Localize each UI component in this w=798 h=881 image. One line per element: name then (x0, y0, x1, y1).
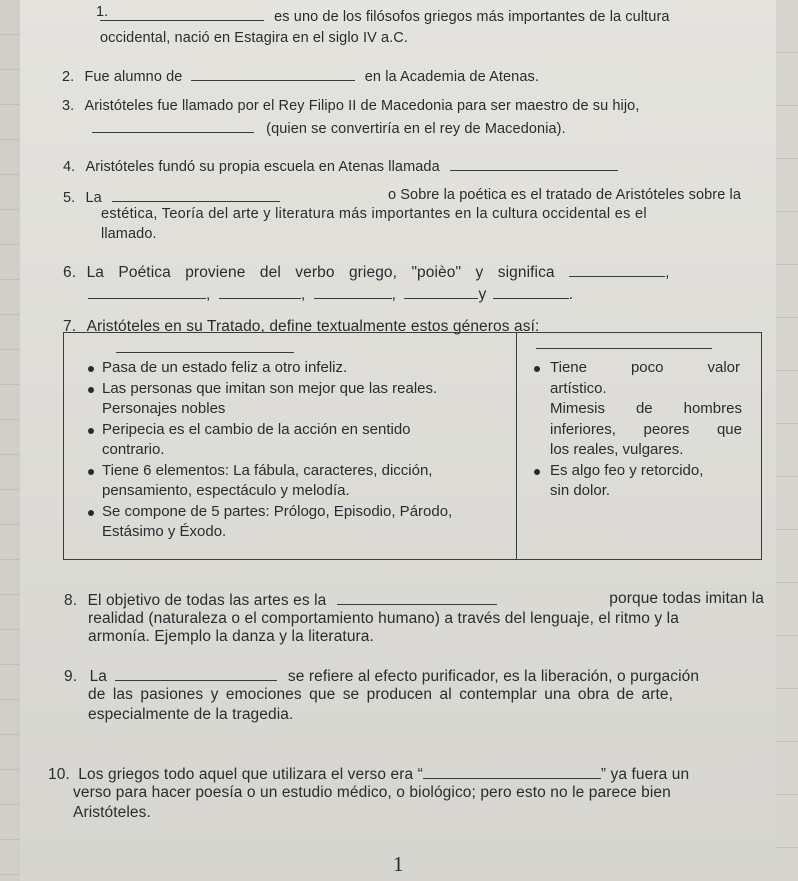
q2-line (62, 66, 539, 85)
q5-pre: La (85, 190, 102, 206)
q10-line1 (48, 764, 689, 784)
q3-number: 3. (62, 98, 75, 114)
left-b2: Las personas que imitan son mejor que las reales. (102, 380, 438, 397)
q10-post: ” ya fuera un (600, 766, 690, 783)
left-b3b: contrario. (102, 441, 165, 458)
q6-line1 (63, 262, 669, 282)
bullet (88, 387, 94, 393)
q6-blank-6[interactable] (493, 284, 569, 299)
q10-line2: verso para hacer poesía o un estudio médico, o biológico; pero esto no le parece bien (73, 784, 671, 801)
left-b5b: Estásimo y Éxodo. (102, 523, 227, 540)
q6-blank-4[interactable] (314, 284, 392, 299)
q6-line2: , , , y . (88, 284, 573, 304)
q8-line3: armonía. Ejemplo la danza y la literatura. (88, 628, 374, 645)
q8-start (64, 590, 497, 610)
q1-blank[interactable] (100, 6, 264, 21)
q4-line (63, 156, 618, 175)
q8-post: porque todas imitan la (609, 590, 764, 607)
q1-text-a: es uno de los filósofos griegos más importantes de la cultura (274, 9, 670, 25)
q10-pre: Los griegos todo aquel que utilizara el verso era “ (78, 766, 423, 783)
q6-blank-2[interactable] (88, 284, 206, 299)
q6-blank-1[interactable] (569, 262, 665, 277)
q2-pre: Fue alumno de (84, 69, 183, 85)
q6-blank-3[interactable] (219, 284, 301, 299)
q10-blank[interactable] (423, 764, 601, 779)
q6-blank-5[interactable] (404, 284, 478, 299)
left-b4a: Tiene 6 elementos: La fábula, caracteres, dicción, (102, 462, 433, 479)
q8-pre: El objetivo de todas las artes es la (87, 592, 327, 609)
q4-text: Aristóteles fundó su propia escuela en Atenas llamada (85, 159, 440, 175)
q3-blank[interactable] (92, 118, 254, 133)
q10-number: 10. (48, 766, 70, 783)
q5-line2: estética, Teoría del arte y literatura más importantes en la cultura occidental es el (101, 206, 647, 222)
left-b5a: Se compone de 5 partes: Prólogo, Episodio, Párodo, (102, 503, 453, 520)
q9-blank[interactable] (115, 666, 277, 681)
q6-comma-1: , (665, 264, 670, 281)
page-number: 1 (393, 852, 404, 876)
bullet (534, 469, 540, 475)
left-b1: Pasa de un estado feliz a otro infeliz. (102, 359, 348, 376)
q8-line2: realidad (naturaleza o el comportamiento humano) a través del lenguaje, el ritmo y la (88, 610, 679, 627)
q6-number: 6. (63, 264, 77, 281)
q2-blank[interactable] (191, 66, 355, 81)
q5-line3: llamado. (101, 226, 157, 242)
left-c2: Personajes nobles (102, 400, 226, 417)
q5-line1 (63, 187, 741, 206)
left-b3a: Peripecia es el cambio de la acción en sentido (102, 421, 411, 438)
q9-line3: especialmente de la tragedia. (88, 706, 294, 723)
q3-text-a: Aristóteles fue llamado por el Rey Filipo II de Macedonia para ser maestro de su hijo, (84, 98, 640, 114)
bullet (88, 510, 94, 516)
left-column-blank[interactable] (116, 352, 294, 353)
q1-line1 (96, 4, 670, 25)
q9-pre: La (89, 668, 108, 685)
q8-number: 8. (64, 592, 78, 609)
right-column-blank[interactable] (536, 348, 712, 349)
q9-post: se refiere al efecto purificador, es la liberación, o purgación (287, 668, 700, 685)
q10-line3: Aristóteles. (73, 804, 151, 821)
q9-line2: de las pasiones y emociones que se producen al contemplar una obra de arte, (88, 686, 674, 703)
table-divider (516, 333, 517, 559)
q6-text: La Poética proviene del verbo griego, "poièo" y significa (86, 264, 555, 281)
q8-line1 (64, 590, 764, 610)
genres-table (63, 332, 762, 560)
q5-post: o Sobre la poética es el tratado de Aristóteles sobre la (387, 187, 741, 203)
bullet (88, 469, 94, 475)
q9-number: 9. (64, 668, 78, 685)
right-b1a: Tiene poco valor (550, 359, 740, 376)
right-b2a: Es algo feo y retorcido, (550, 462, 704, 479)
q7-number: 7. (63, 318, 77, 335)
q5-start (63, 187, 280, 206)
q8-blank[interactable] (337, 590, 497, 605)
q6-y: y (478, 286, 487, 303)
q5-number: 5. (63, 190, 76, 206)
q9-line1 (64, 666, 699, 686)
bullet (88, 366, 94, 372)
q3-line1 (62, 98, 639, 114)
q1-line2: occidental, nació en Estagira en el siglo IV a.C. (100, 30, 408, 46)
right-b1b: artístico. (550, 380, 607, 397)
q1-number: 1. (96, 4, 109, 20)
q4-number: 4. (63, 159, 76, 175)
right-b2b: sin dolor. (550, 482, 611, 499)
q2-post: en la Academia de Atenas. (364, 69, 539, 85)
q4-blank[interactable] (450, 156, 618, 171)
right-c1b: inferiores, peores que (550, 421, 742, 438)
bullet (88, 428, 94, 434)
q2-number: 2. (62, 69, 75, 85)
right-c1c: los reales, vulgares. (550, 441, 684, 458)
q7-text: Aristóteles en su Tratado, define textualmente estos géneros así: (86, 318, 540, 335)
left-page-edge (0, 0, 20, 881)
bullet (534, 366, 540, 372)
q5-blank[interactable] (112, 187, 280, 202)
right-page-edge (776, 0, 798, 881)
right-c1a: Mimesis de hombres (550, 400, 742, 417)
left-b4b: pensamiento, espectáculo y melodía. (102, 482, 350, 499)
q3-line2 (92, 118, 566, 137)
q3-text-b: (quien se convertiría en el rey de Macedonia). (266, 121, 566, 137)
